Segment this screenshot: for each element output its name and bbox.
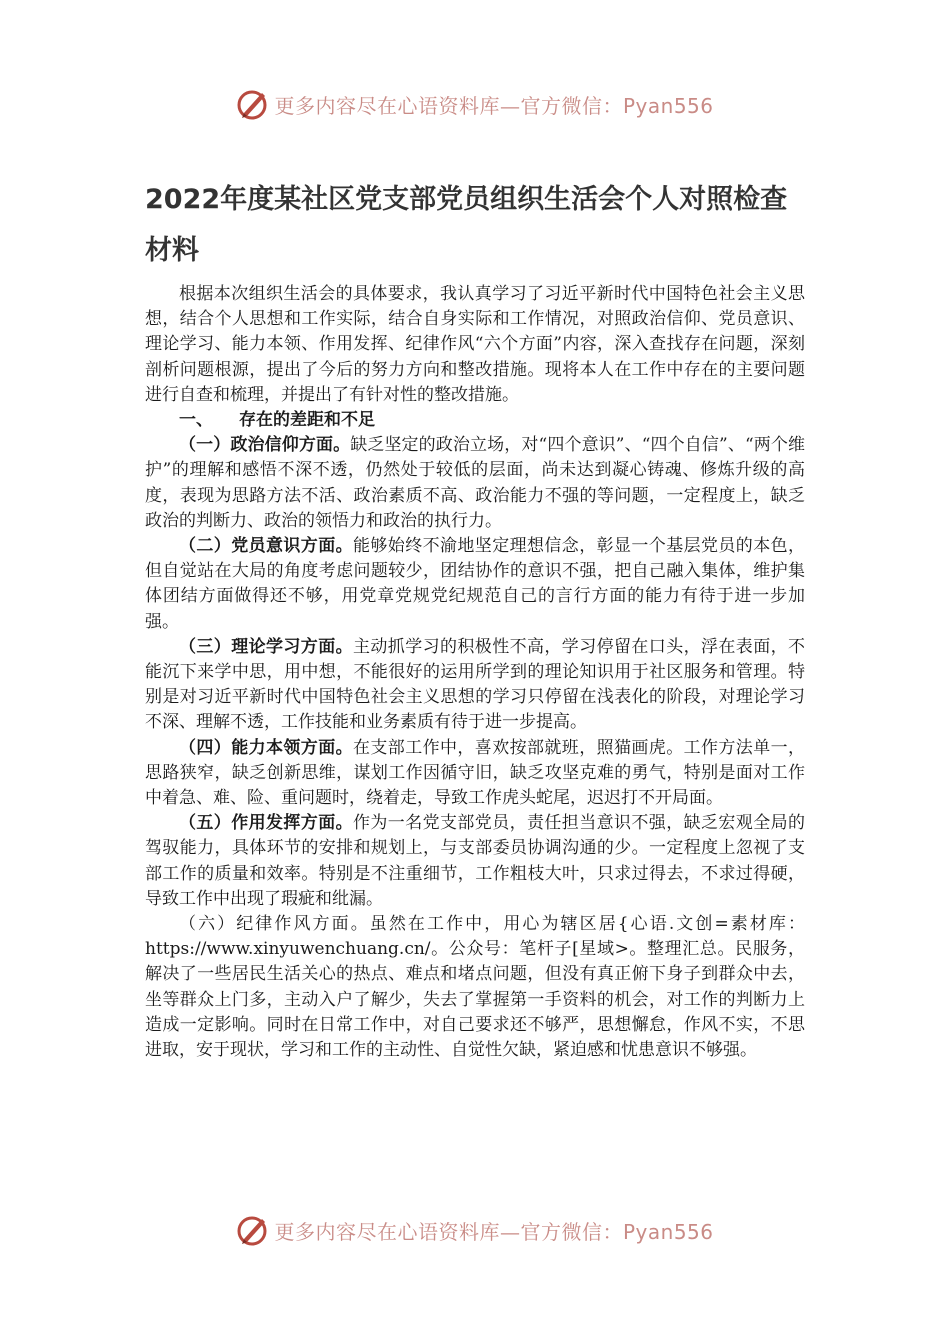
item-lead: （四）能力本领方面。 <box>179 737 353 758</box>
item-body: 缺乏坚定的政治立场，对“四个意识”、“四个自信”、“两个维护”的理解和感悟不深不透，仍然处于较低的层面，尚未达到凝心铸魂、修炼升级的高度，表现为思路方法不活、政治素质不高、政治能力不强的等问题，一定程度上，缺乏政治的判断力、政治的领悟力和政治的执行力。 <box>145 435 805 531</box>
item-paragraph <box>145 912 805 1063</box>
banner-handle: Pyan556 <box>622 1219 714 1244</box>
item-paragraph <box>145 433 805 534</box>
footer-banner <box>0 1210 950 1250</box>
item-paragraph <box>145 635 805 736</box>
item-body: 在支部工作中，喜欢按部就班，照猫画虎。工作方法单一，思路狭窄，缺乏创新思维，谋划工作因循守旧，缺乏攻坚克难的勇气，特别是面对工作中着急、难、险、重问题时，绕着走，导致工作虎头蛇尾，迟迟打不开局面。 <box>145 737 805 809</box>
banner-text: 更多内容尽在心语资料库—官方微信：Pyan556 <box>274 93 714 118</box>
pen-logo-icon <box>236 87 270 121</box>
item-body: 虽然在工作中，用心为辖区居{心语.文创=素材库：https://www.xinyuwenchuang.cn/。公众号：笔杆子[星域>。整理汇总。民服务，解决了一些居民生活关心的热点、难点和堵点问题，但没有真正俯下身子到群众中去，坐等群众上门多，主动入户了解少，失去了掌握第一手资料的机会，对工作的判断力上造成一定影响。同时在日常工作中，对自己要求还不够严，思想懈怠，作风不实，不思进取，安于现状，学习和工作的主动性、自觉性欠缺，紧迫感和忧患意识不够强。 <box>145 914 806 1061</box>
item-lead: （一）政治信仰方面。 <box>179 435 351 456</box>
item-body: 能够始终不渝地坚定理想信念，彰显一个基层党员的本色，但自觉站在大局的角度考虑问题较少，团结协作的意识不强，把自己融入集体，维护集体团结方面做得还不够，用党章党规党纪规范自己的言行方面的能力有待于进一步加强。 <box>145 536 805 632</box>
intro-paragraph: 根据本次组织生活会的具体要求，我认真学习了习近平新时代中国特色社会主义思想，结合个人思想和工作实际，结合自身实际和工作情况，对照政治信仰、党员意识、理论学习、能力本领、作用发挥、纪律作风“六个方面”内容，深入查找存在问题，深刻剖析问题根源，提出了今后的努力方向和整改措施。现将本人在工作中存在的主要问题进行自查和梳理，并提出了有针对性的整改措施。 <box>145 284 805 405</box>
section-number: 一、 <box>179 410 213 431</box>
document-title: 2022年度某社区党支部党员组织生活会个人对照检查材料 <box>145 184 788 266</box>
item-lead: （五）作用发挥方面。 <box>179 813 353 834</box>
section-title: 存在的差距和不足 <box>239 410 375 431</box>
item-body: 主动抓学习的积极性不高，学习停留在口头，浮在表面，不能沉下来学中思，用中想，不能很好的运用所学到的理论知识用于社区服务和管理。特别是对习近平新时代中国特色社会主义思想的学习只停留在浅表化的阶段，对理论学习不深、理解不透，工作技能和业务素质有待于进一步提高。 <box>145 636 805 733</box>
item-lead: （六）纪律作风方面。 <box>179 914 370 935</box>
item-lead: （二）党员意识方面。 <box>179 536 353 557</box>
item-paragraph <box>145 736 805 812</box>
item-lead: （三）理论学习方面。 <box>179 636 353 657</box>
pen-logo-icon <box>236 1213 270 1247</box>
banner-handle: Pyan556 <box>622 93 714 118</box>
header-banner <box>0 84 950 124</box>
item-paragraph <box>145 811 805 912</box>
item-paragraph <box>145 534 805 635</box>
banner-text: 更多内容尽在心语资料库—官方微信：Pyan556 <box>274 1219 714 1244</box>
section-heading <box>145 408 805 433</box>
document-body <box>145 282 805 1063</box>
item-body: 作为一名党支部党员，责任担当意识不强，缺乏宏观全局的驾驭能力，具体环节的安排和规划上，与支部委员协调沟通的少。一定程度上忽视了支部工作的质量和效率。特别是不注重细节，工作粗枝大叶，只求过得去，不求过得硬，导致工作中出现了瑕疵和纰漏。 <box>145 813 805 909</box>
